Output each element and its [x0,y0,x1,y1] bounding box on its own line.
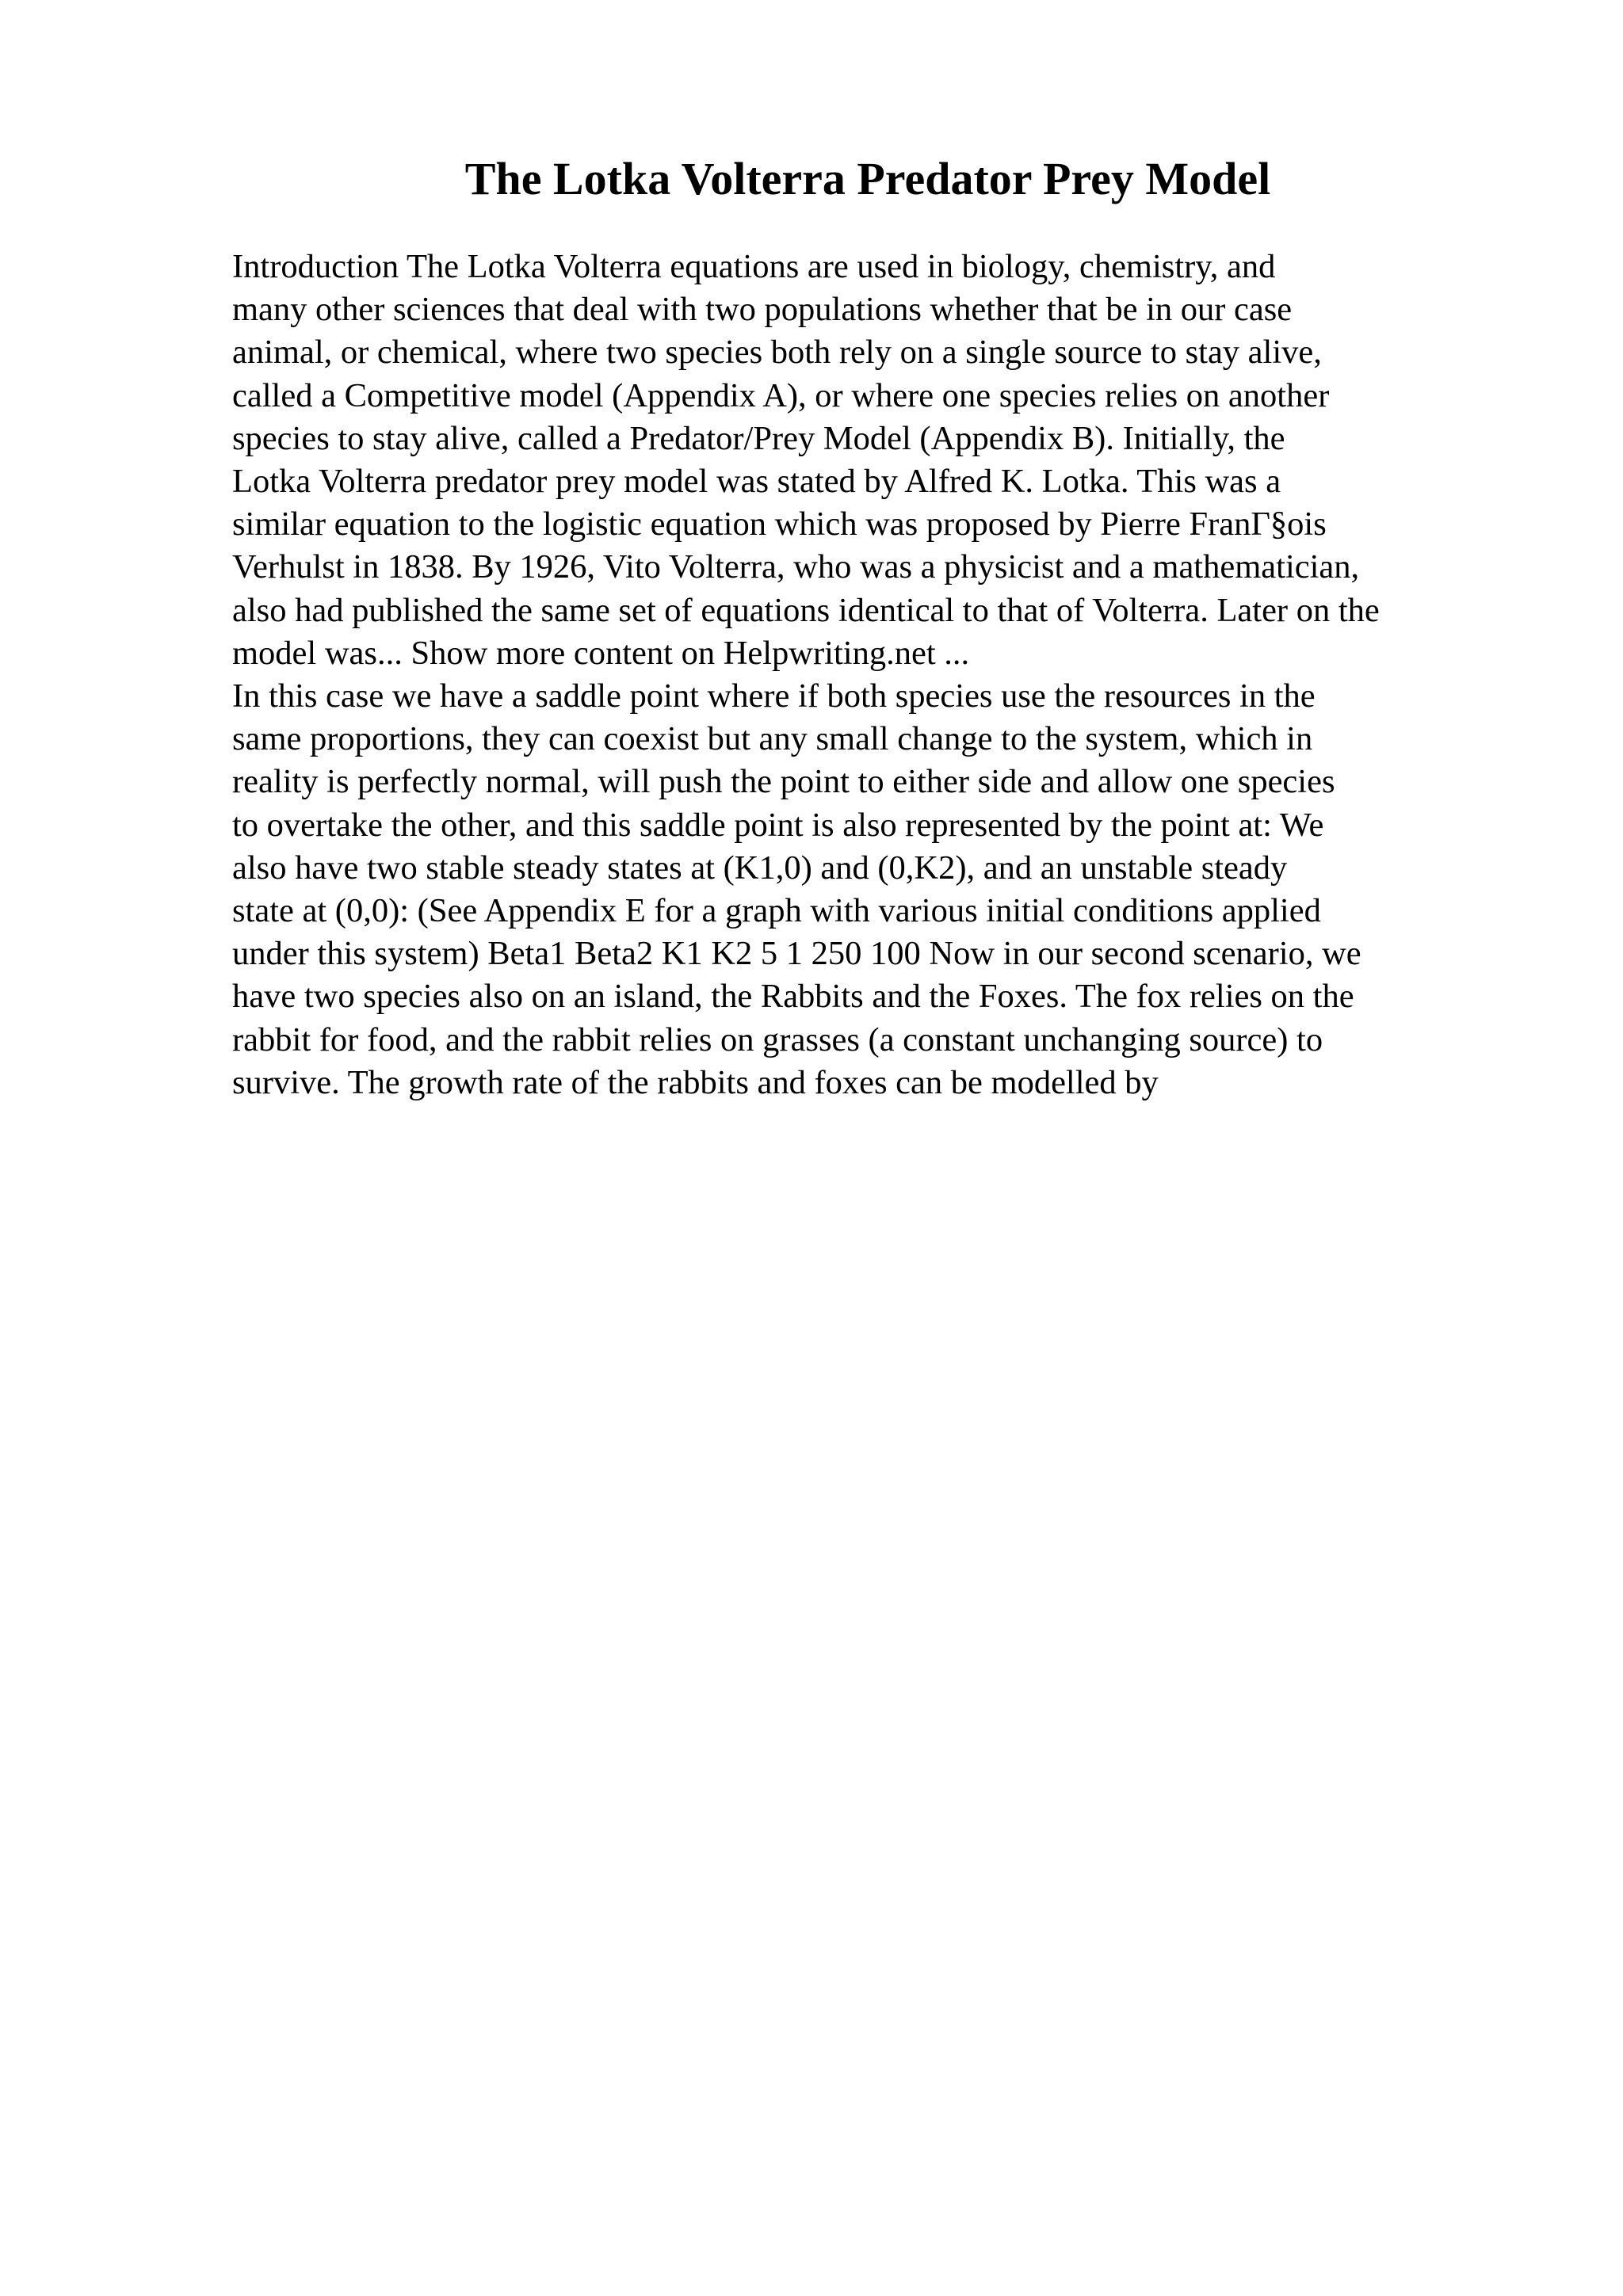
body-line: survive. The growth rate of the rabbits and foxes can be modelled by [232,1063,1159,1101]
body-line: many other sciences that deal with two populations whether that be in our case [232,291,1293,329]
body-line: also have two stable steady states at (K1,0) and (0,K2), and an unstable steady [232,849,1288,887]
body-line: rabbit for food, and the rabbit relies on grasses (a constant unchanging source) to [232,1020,1323,1058]
body-line: same proportions, they can coexist but any small change to the system, which in [232,720,1313,758]
body-line: Lotka Volterra predator prey model was stated by Alfred K. Lotka. This was a [232,463,1281,501]
document-title: The Lotka Volterra Predator Prey Model [464,153,1271,204]
body-line: Verhulst in 1838. By 1926, Vito Volterra, who was a physicist and a mathematician, [232,548,1360,586]
body-line: to overtake the other, and this saddle point is also represented by the point at: We [232,806,1324,844]
body-line: species to stay alive, called a Predator/Prey Model (Appendix B). Initially, the [232,419,1285,457]
body-line: under this system) Beta1 Beta2 K1 K2 5 1 250 100 Now in our second scenario, we [232,935,1361,973]
body-line: similar equation to the logistic equation which was proposed by Pierre FranΓ§ois [232,505,1327,543]
body-line: model was... Show more content on Helpwriting.net ... [232,634,970,672]
body-line: animal, or chemical, where two species both rely on a single source to stay alive, [232,334,1322,372]
body-line: reality is perfectly normal, will push the point to either side and allow one species [232,763,1335,801]
document-body [232,246,1500,1104]
body-line: Introduction The Lotka Volterra equations are used in biology, chemistry, and [232,248,1276,285]
body-line: In this case we have a saddle point where if both species use the resources in the [232,677,1316,715]
body-line: also had published the same set of equations identical to that of Volterra. Later on the [232,591,1380,629]
body-line: called a Competitive model (Appendix A), or where one species relies on another [232,376,1330,414]
body-line: state at (0,0): (See Appendix E for a graph with various initial conditions applied [232,892,1321,930]
body-line: have two species also on an island, the Rabbits and the Foxes. The fox relies on the [232,978,1354,1016]
